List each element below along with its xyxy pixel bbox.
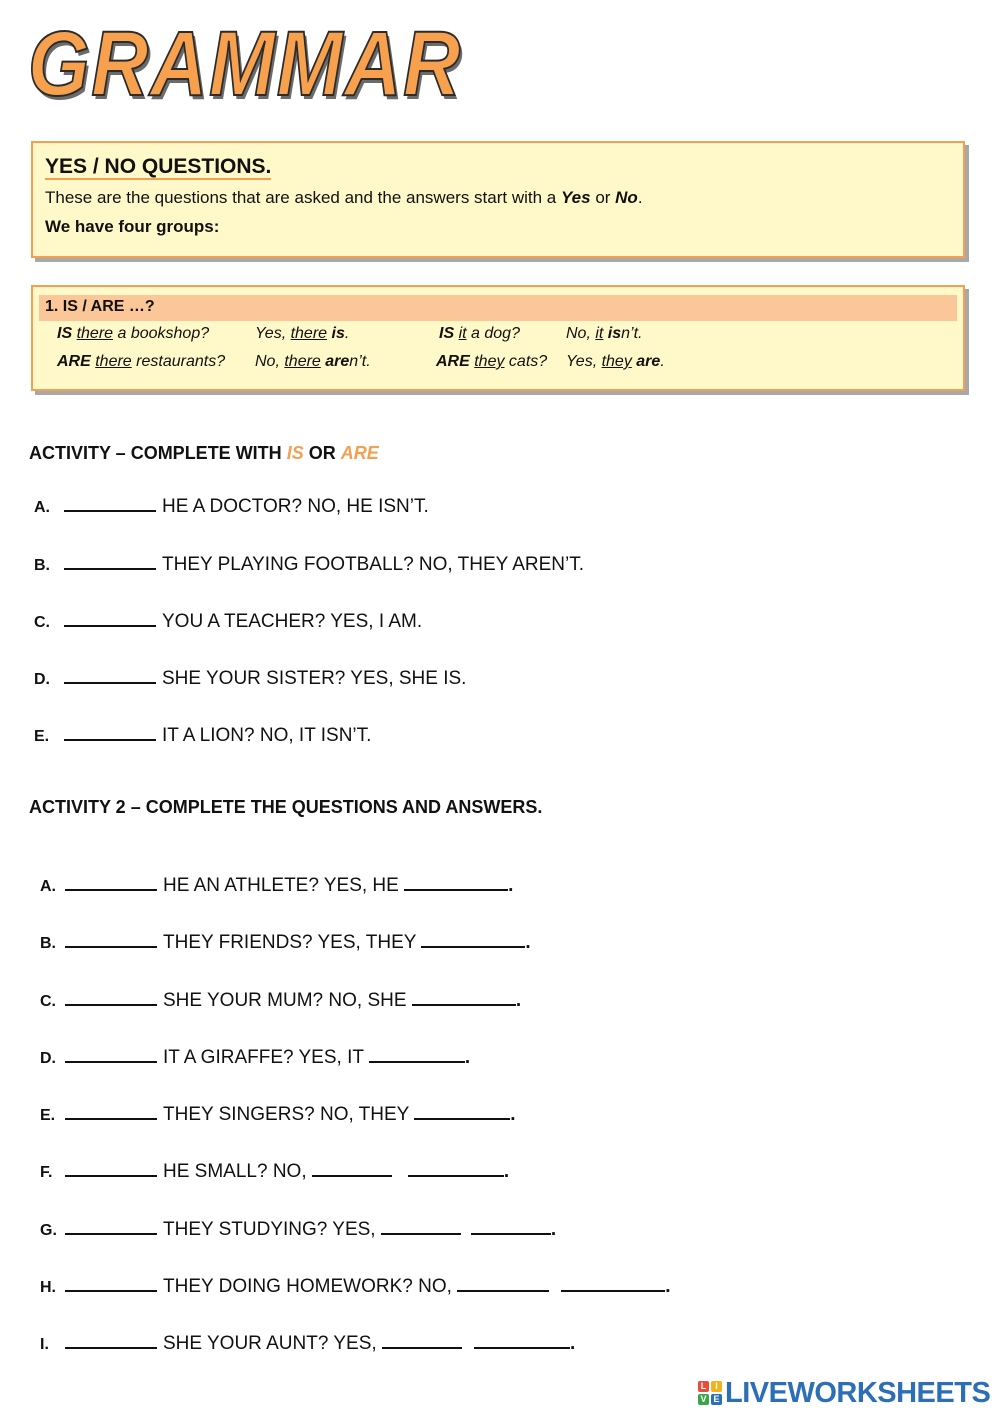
activity-2-item: H. THEY DOING HOMEWORK? NO, . (34, 1272, 670, 1296)
activity-2-item: E. THEY SINGERS? NO, THEY . (34, 1100, 516, 1124)
answer-blank[interactable] (382, 1329, 462, 1349)
intro-box (31, 141, 965, 258)
intro-text: These are the questions that are asked and the answers start with a (45, 188, 561, 207)
answer-blank[interactable] (65, 1272, 157, 1292)
activity-2-item: D. IT A GIRAFFE? YES, IT . (34, 1043, 470, 1067)
answer-blank[interactable] (312, 1157, 392, 1177)
logo-mark: L I V E (698, 1381, 722, 1405)
answer-blank[interactable] (408, 1157, 504, 1177)
liveworksheets-logo (698, 1377, 990, 1409)
activity-1-item: A. HE A DOCTOR? NO, HE ISN’T. (34, 492, 429, 516)
activity-2-item: F. HE SMALL? NO, . (34, 1157, 509, 1181)
intro-heading: YES / NO QUESTIONS. (45, 155, 271, 180)
activity-1-item: C. YOU A TEACHER? YES, I AM. (34, 607, 422, 631)
answer-blank[interactable] (369, 1043, 465, 1063)
logo-text: LIVEWORKSHEETS (725, 1376, 991, 1409)
answer-blank[interactable] (65, 1215, 157, 1235)
activity-1-item: E. IT A LION? NO, IT ISN’T. (34, 721, 371, 745)
activity-2-item: G. THEY STUDYING? YES, . (34, 1215, 556, 1239)
group-1-heading: 1. IS / ARE …? (45, 298, 155, 315)
answer-blank[interactable] (404, 871, 508, 891)
activity-2-item: A. HE AN ATHLETE? YES, HE . (34, 871, 513, 895)
example-answer: No, there aren’t. (255, 353, 371, 370)
example-answer: Yes, they are. (566, 353, 665, 370)
answer-blank[interactable] (65, 1043, 157, 1063)
intro-period: . (637, 188, 643, 207)
group-1-box (31, 285, 965, 391)
answer-blank[interactable] (414, 1100, 510, 1120)
answer-blank[interactable] (474, 1329, 570, 1349)
activity-2-item: C. SHE YOUR MUM? NO, SHE . (34, 986, 521, 1010)
example-question: IS it a dog? (439, 325, 520, 342)
intro-or: or (590, 188, 616, 207)
activity-1-item: D. SHE YOUR SISTER? YES, SHE IS. (34, 664, 466, 688)
answer-blank[interactable] (471, 1215, 551, 1235)
answer-blank[interactable] (381, 1215, 461, 1235)
activity-1-item: B. THEY PLAYING FOOTBALL? NO, THEY AREN’T. (34, 550, 584, 574)
answer-blank[interactable] (65, 928, 157, 948)
example-question: ARE there restaurants? (57, 353, 226, 370)
example-answer: No, it isn’t. (566, 325, 643, 342)
example-question: ARE they cats? (436, 353, 548, 370)
activity-2-item: B. THEY FRIENDS? YES, THEY . (34, 928, 531, 952)
answer-blank[interactable] (457, 1272, 549, 1292)
answer-blank[interactable] (64, 664, 156, 684)
answer-blank[interactable] (65, 1329, 157, 1349)
group-1-header (39, 295, 957, 321)
answer-blank[interactable] (64, 550, 156, 570)
answer-blank[interactable] (64, 607, 156, 627)
answer-blank[interactable] (65, 1157, 157, 1177)
answer-blank[interactable] (412, 986, 516, 1006)
answer-blank[interactable] (64, 721, 156, 741)
intro-no: No (615, 188, 638, 207)
answer-blank[interactable] (64, 492, 156, 512)
answer-blank[interactable] (65, 871, 157, 891)
activity-1-heading: ACTIVITY – COMPLETE WITH IS OR ARE (29, 443, 379, 463)
answer-blank[interactable] (421, 928, 525, 948)
intro-yes: Yes (560, 188, 591, 207)
answer-blank[interactable] (65, 1100, 157, 1120)
activity-2-heading: ACTIVITY 2 – COMPLETE THE QUESTIONS AND ANSWERS. (29, 797, 543, 817)
intro-description (45, 188, 643, 208)
example-question: IS there a bookshop? (57, 325, 210, 342)
answer-blank[interactable] (65, 986, 157, 1006)
example-answer: Yes, there is. (255, 325, 350, 342)
intro-groups-note: We have four groups: (45, 217, 220, 236)
activity-2-item: I. SHE YOUR AUNT? YES, . (34, 1329, 575, 1353)
worksheet-title: GRAMMAR (28, 13, 462, 115)
answer-blank[interactable] (561, 1272, 665, 1292)
